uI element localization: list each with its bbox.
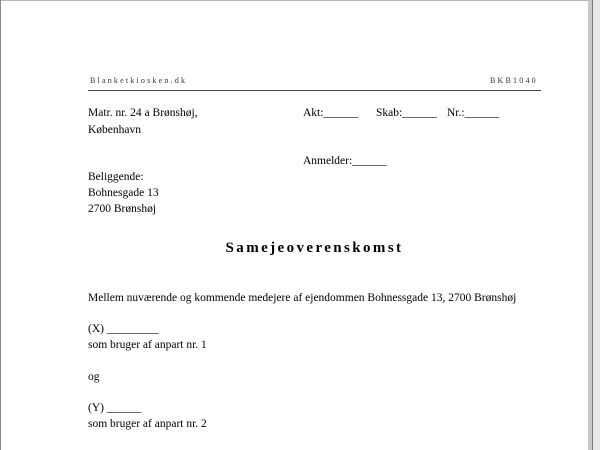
- header-divider: [88, 90, 541, 91]
- and-text: og: [88, 371, 100, 383]
- address-city: 2700 Brønshøj: [88, 203, 157, 215]
- viewer-background: [593, 0, 600, 450]
- matr-line-1: Matr. nr. 24 a Brønshøj,: [88, 107, 198, 119]
- nr-field: Nr.:______: [447, 107, 500, 119]
- party-y-role: som bruger af anpart nr. 2: [88, 418, 207, 430]
- location-label: Beliggende:: [88, 171, 144, 183]
- intro-paragraph: Mellem nuværende og kommende medejere af ejendommen Bohnessgade 13, 2700 Brønshøj: [88, 292, 517, 304]
- page-top-edge: [0, 0, 600, 1]
- party-x-line: (X) _________: [88, 323, 159, 335]
- header-form-code: BKB1040: [490, 76, 538, 85]
- skab-field: Skab:______: [376, 107, 437, 119]
- party-y-line: (Y) ______: [88, 402, 142, 414]
- document-title: Samejeoverenskomst: [225, 240, 404, 256]
- party-x-role: som bruger af anpart nr. 1: [88, 339, 207, 351]
- header-site: Blanketkiosken.dk: [90, 76, 188, 85]
- address-street: Bohnesgade 13: [88, 187, 159, 199]
- akt-field: Akt:______: [303, 107, 358, 119]
- page-left-edge: [0, 0, 1, 450]
- matr-line-2: København: [88, 124, 142, 136]
- anmelder-field: Anmelder:______: [303, 155, 387, 167]
